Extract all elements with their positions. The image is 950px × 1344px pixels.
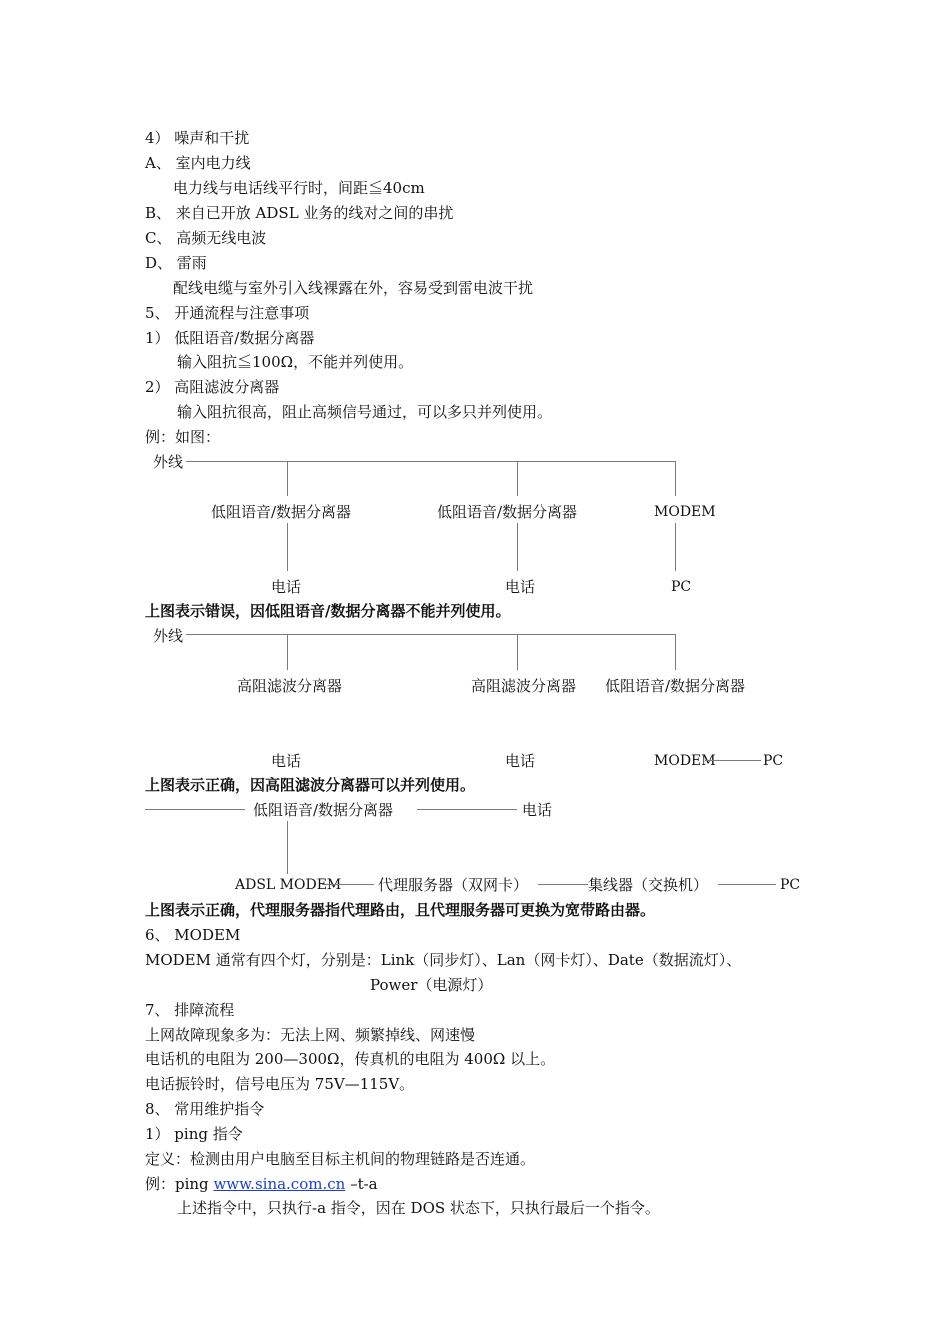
heading-section5: 5、 开通流程与注意事项 <box>145 304 310 322</box>
d3-caption: 上图表示正确，代理服务器指代理路由，且代理服务器可更换为宽带路由器。 <box>145 901 656 919</box>
modem-lights-desc-2: Power（电源灯） <box>370 976 493 994</box>
sub-low-splitter: 1） 低阻语音/数据分离器 <box>145 329 315 347</box>
modem-lights-desc: MODEM 通常有四个灯，分别是：Link（同步灯）、Lan（网卡灯）、Date（数据流灯）、 <box>145 951 742 969</box>
ping-note: 上述指令中，只执行-a 指令，因在 DOS 状态下，只执行最后一个指令。 <box>177 1199 660 1217</box>
d3-hub: 集线器（交换机） <box>588 876 709 894</box>
d2-leaf-3: MODEM <box>654 753 716 769</box>
heading-section6: 6、 MODEM <box>145 926 241 944</box>
heading-section8: 8、 常用维护指令 <box>145 1100 265 1118</box>
d3-modem-proxy-link <box>322 884 374 885</box>
item-a-desc: 电力线与电话线平行时，间距≦40cm <box>173 179 425 197</box>
sub-low-splitter-desc: 输入阻抗≦100Ω，不能并列使用。 <box>177 353 414 371</box>
d1-link-3 <box>675 523 676 571</box>
d1-leaf-2: 电话 <box>505 578 536 596</box>
d3-outer-line <box>145 809 245 810</box>
example-label: 例：如图： <box>145 428 221 446</box>
d2-drop-3 <box>675 634 676 670</box>
d1-outer-line-label: 外线 <box>153 453 184 471</box>
item-d: D、 雷雨 <box>145 254 207 272</box>
heading-section7: 7、 排障流程 <box>145 1001 235 1019</box>
d3-pc: PC <box>780 877 801 893</box>
d1-link-1 <box>287 523 288 571</box>
resistance-info: 电话机的电阻为 200—300Ω，传真机的电阻为 400Ω 以上。 <box>145 1050 556 1068</box>
d1-link-2 <box>517 523 518 571</box>
item-b: B、 来自已开放 ADSL 业务的线对之间的串扰 <box>145 204 454 222</box>
sina-link[interactable]: www.sina.com.cn <box>213 1175 346 1193</box>
ping-example-prefix: 例：ping <box>145 1175 214 1193</box>
d3-proxy: 代理服务器（双网卡） <box>378 876 529 894</box>
d1-trunk-line <box>186 461 676 462</box>
ring-voltage-info: 电话振铃时，信号电压为 75V—115V。 <box>145 1075 415 1093</box>
item-d-desc: 配线电缆与室外引入线裸露在外，容易受到雷电波干扰 <box>173 279 534 297</box>
d3-phone-link <box>417 809 517 810</box>
d1-drop-2 <box>517 461 518 496</box>
ping-definition: 定义：检测由用户电脑至目标主机间的物理链路是否连通。 <box>145 1150 536 1168</box>
d2-drop-1 <box>287 634 288 670</box>
d3-hub-pc-link <box>718 884 776 885</box>
d1-node-2: 低阻语音/数据分离器 <box>437 503 578 521</box>
d3-modem-drop <box>287 821 288 874</box>
d2-leaf-4: PC <box>763 753 784 769</box>
d2-leaf-2: 电话 <box>505 752 536 770</box>
d1-drop-1 <box>287 461 288 496</box>
sub-high-splitter-desc: 输入阻抗很高，阻止高频信号通过，可以多只并列使用。 <box>177 403 553 421</box>
d2-caption: 上图表示正确，因高阻滤波分离器可以并列使用。 <box>145 776 476 794</box>
ping-example-suffix: –t-a <box>345 1175 378 1193</box>
d2-node-2: 高阻滤波分离器 <box>471 677 577 695</box>
item-a: A、 室内电力线 <box>145 154 251 172</box>
d1-leaf-1: 电话 <box>271 578 302 596</box>
d2-node-3: 低阻语音/数据分离器 <box>605 677 746 695</box>
fault-symptoms: 上网故障现象多为：无法上网、频繁掉线、网速慢 <box>145 1026 476 1044</box>
d1-node-1: 低阻语音/数据分离器 <box>211 503 352 521</box>
ping-example <box>145 1175 378 1193</box>
d2-leaf-1: 电话 <box>271 752 302 770</box>
item-c: C、 高频无线电波 <box>145 229 267 247</box>
d2-outer-line-label: 外线 <box>153 627 184 645</box>
d1-node-3: MODEM <box>654 504 716 520</box>
d3-phone: 电话 <box>522 801 553 819</box>
d3-modem: ADSL MODEM <box>235 877 342 893</box>
d3-proxy-hub-link <box>538 884 588 885</box>
d2-node-1: 高阻滤波分离器 <box>237 677 343 695</box>
ping-heading: 1） ping 指令 <box>145 1125 243 1143</box>
d1-drop-3 <box>675 461 676 496</box>
d3-splitter: 低阻语音/数据分离器 <box>253 801 394 819</box>
d2-drop-2 <box>517 634 518 670</box>
heading-noise: 4） 噪声和干扰 <box>145 129 250 147</box>
d1-leaf-3: PC <box>671 579 692 595</box>
d1-caption: 上图表示错误，因低阻语音/数据分离器不能并列使用。 <box>145 602 511 620</box>
d2-trunk-line <box>186 634 676 635</box>
d2-modem-pc-link <box>705 760 761 761</box>
sub-high-splitter: 2） 高阻滤波分离器 <box>145 378 280 396</box>
